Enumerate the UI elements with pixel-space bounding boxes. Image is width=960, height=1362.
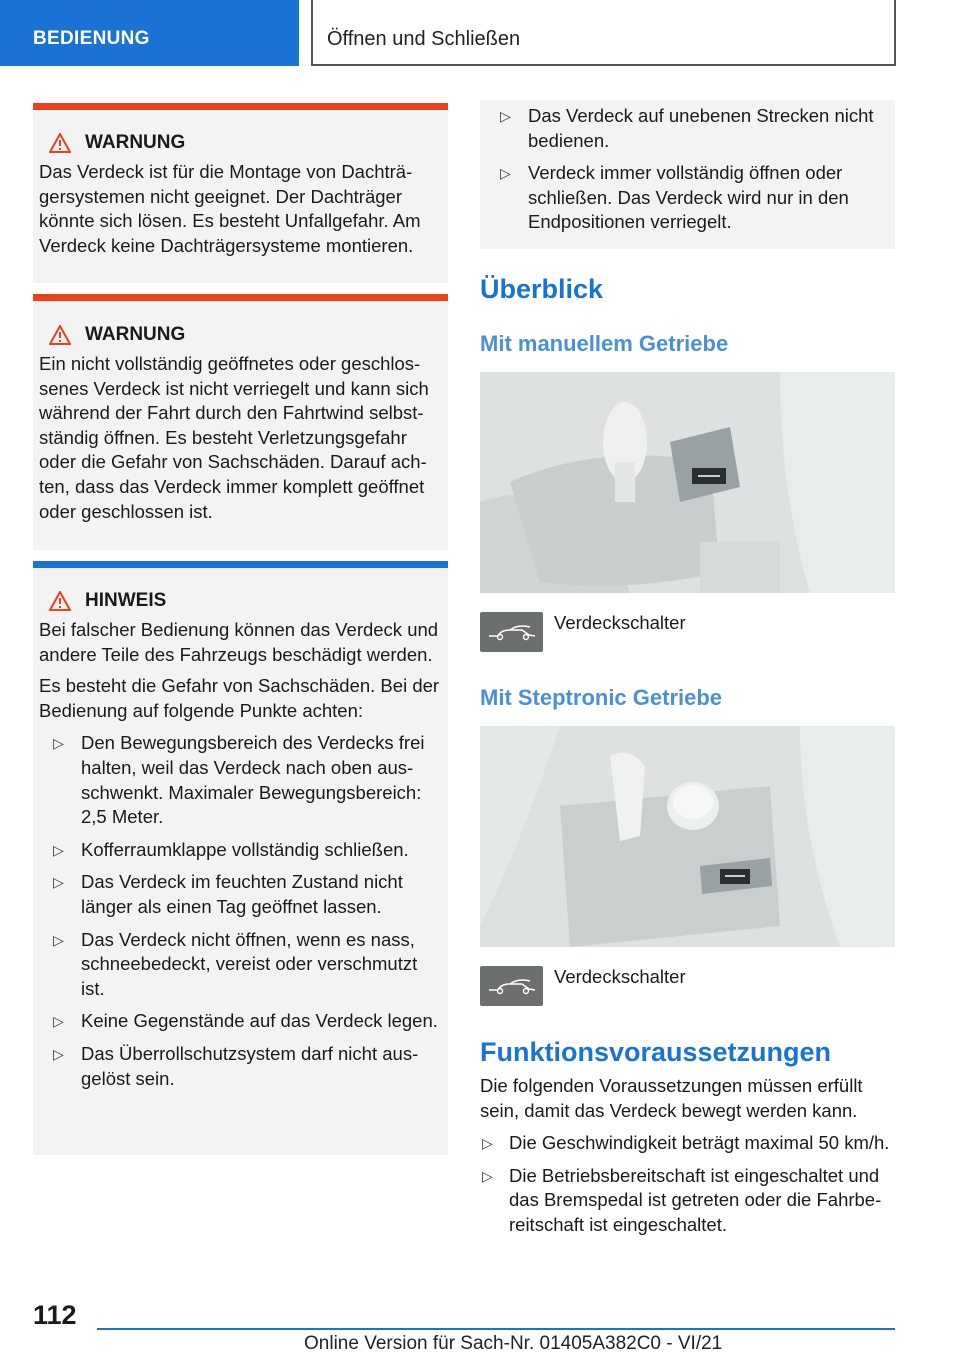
page-number: 112 bbox=[33, 1300, 77, 1330]
notice-icon bbox=[49, 591, 71, 611]
notice-box-continued bbox=[480, 100, 895, 249]
steptronic-heading: Mit Steptronic Getriebe bbox=[480, 685, 723, 710]
list-item: ▷ Den Bewegungsbereich des Verdecks frei halten, weil das Verdeck nach oben ausschwenkt. Maximaler Bewegungsbereich: 2,5 Meter. bbox=[53, 732, 425, 828]
list-item: ▷ Die Geschwindigkeit beträgt maximal 50 km/h. bbox=[480, 1131, 895, 1156]
list-item: ▷ Das Überrollschutzsystem darf nicht ausgelöst sein. bbox=[53, 1042, 419, 1089]
list-item: ▷ Die Betriebsbereitschaft ist eingeschaltet und das Bremspedal ist getreten oder die Fahrbereitschaft ist eingeschaltet. bbox=[482, 1164, 882, 1235]
list-item: ▷ Verdeck immer vollständig öffnen oder schließen. Das Verdeck wird nur in den Endpositionen verriegelt. bbox=[500, 162, 849, 233]
warning-text-1: Das Verdeck ist für die Montage von Dachträgersystemen nicht geeignet. Der Dachträger könnte sich lösen. Es besteht Unfallgefahr. Am Verdeck keine Dachträgersysteme montieren. bbox=[39, 161, 421, 256]
bullet-icon: ▷ bbox=[500, 108, 511, 124]
list-item: ▷ Kofferraumklappe vollständig schließen. bbox=[39, 838, 440, 863]
notice-title: HINWEIS bbox=[85, 590, 167, 611]
notice-box bbox=[33, 561, 448, 1155]
bullet-icon: ▷ bbox=[53, 874, 64, 891]
bullet-icon: ▷ bbox=[482, 1135, 493, 1152]
warning-icon bbox=[49, 325, 71, 345]
footer-text: Online Version für Sach-Nr. 01405A382C0 - VI/21 bbox=[304, 1333, 723, 1354]
section-title: BEDIENUNG bbox=[33, 28, 150, 49]
convertible-switch-icon bbox=[480, 966, 543, 1006]
list-item: ▷ Das Verdeck auf unebenen Strecken nicht bedienen. bbox=[500, 105, 874, 151]
steptronic-caption-row bbox=[480, 966, 895, 1006]
manual-caption-row bbox=[480, 612, 895, 652]
page-header bbox=[0, 0, 960, 66]
requirements-content bbox=[480, 1074, 895, 1238]
notice-text-1: Bei falscher Bedienung können das Verdeck und andere Teile des Fahrzeugs beschädigt werden. bbox=[39, 619, 439, 665]
notice-list-continued bbox=[486, 104, 889, 235]
warning-box-2 bbox=[33, 294, 448, 550]
manual-gearbox-heading: Mit manuellem Getriebe bbox=[480, 331, 729, 356]
steptronic-console-illustration bbox=[480, 726, 895, 947]
warning-heading-2 bbox=[49, 324, 440, 346]
bullet-icon: ▷ bbox=[53, 841, 64, 858]
requirements-heading: Funktionsvoraussetzungen bbox=[480, 1037, 832, 1067]
steptronic-gearbox-image bbox=[480, 726, 895, 947]
list-item: ▷ Das Verdeck nicht öffnen, wenn es nass, schneebedeckt, vereist oder verschmutzt ist. bbox=[53, 928, 418, 999]
warning-title-1: WARNUNG bbox=[85, 132, 186, 153]
warning-heading-1 bbox=[49, 132, 440, 154]
chapter-title: Öffnen und Schließen bbox=[327, 28, 521, 50]
bullet-icon: ▷ bbox=[53, 931, 64, 948]
bullet-icon: ▷ bbox=[500, 165, 511, 182]
requirements-list bbox=[480, 1131, 895, 1237]
footer-divider bbox=[97, 1328, 895, 1330]
manual-console-illustration bbox=[480, 372, 895, 593]
manual-caption: Verdeckschalter bbox=[554, 612, 686, 633]
warning-box-1 bbox=[33, 103, 448, 283]
bullet-icon: ▷ bbox=[482, 1167, 493, 1184]
steptronic-caption: Verdeckschalter bbox=[554, 966, 686, 987]
notice-text-2: Es besteht die Gefahr von Sachschäden. Bei der Bedienung auf folgende Punkte achten: bbox=[39, 675, 440, 721]
warning-text-2: Ein nicht vollständig geöffnetes oder geschlossenes Verdeck ist nicht verriegelt und kann sich während der Fahrt durch den Fahrtwind selbstständig öffnen. Es besteht Verletzungsgefahr oder die Gefahr von Sachschäden. Darauf achten, dass das Verdeck immer komplett geöffnet oder geschlossen ist. bbox=[39, 353, 429, 522]
manual-gearbox-image bbox=[480, 372, 895, 593]
chapter-tab bbox=[311, 0, 896, 66]
notice-list bbox=[39, 731, 440, 1091]
overview-heading: Überblick bbox=[480, 274, 604, 304]
list-item: ▷ Keine Gegenstände auf das Verdeck legen. bbox=[39, 1009, 440, 1034]
warning-title-2: WARNUNG bbox=[85, 324, 186, 345]
requirements-intro: Die folgenden Voraussetzungen müssen erfüllt sein, damit das Verdeck bewegt werden kann. bbox=[480, 1075, 863, 1121]
bullet-icon: ▷ bbox=[53, 1045, 64, 1062]
bullet-icon: ▷ bbox=[53, 735, 64, 752]
notice-heading bbox=[49, 590, 440, 612]
list-item: ▷ Das Verdeck im feuchten Zustand nicht länger als einen Tag geöffnet lassen. bbox=[53, 871, 403, 917]
bullet-icon: ▷ bbox=[53, 1013, 64, 1030]
section-tab bbox=[0, 0, 299, 66]
convertible-switch-icon bbox=[480, 612, 543, 652]
warning-icon bbox=[49, 133, 71, 153]
